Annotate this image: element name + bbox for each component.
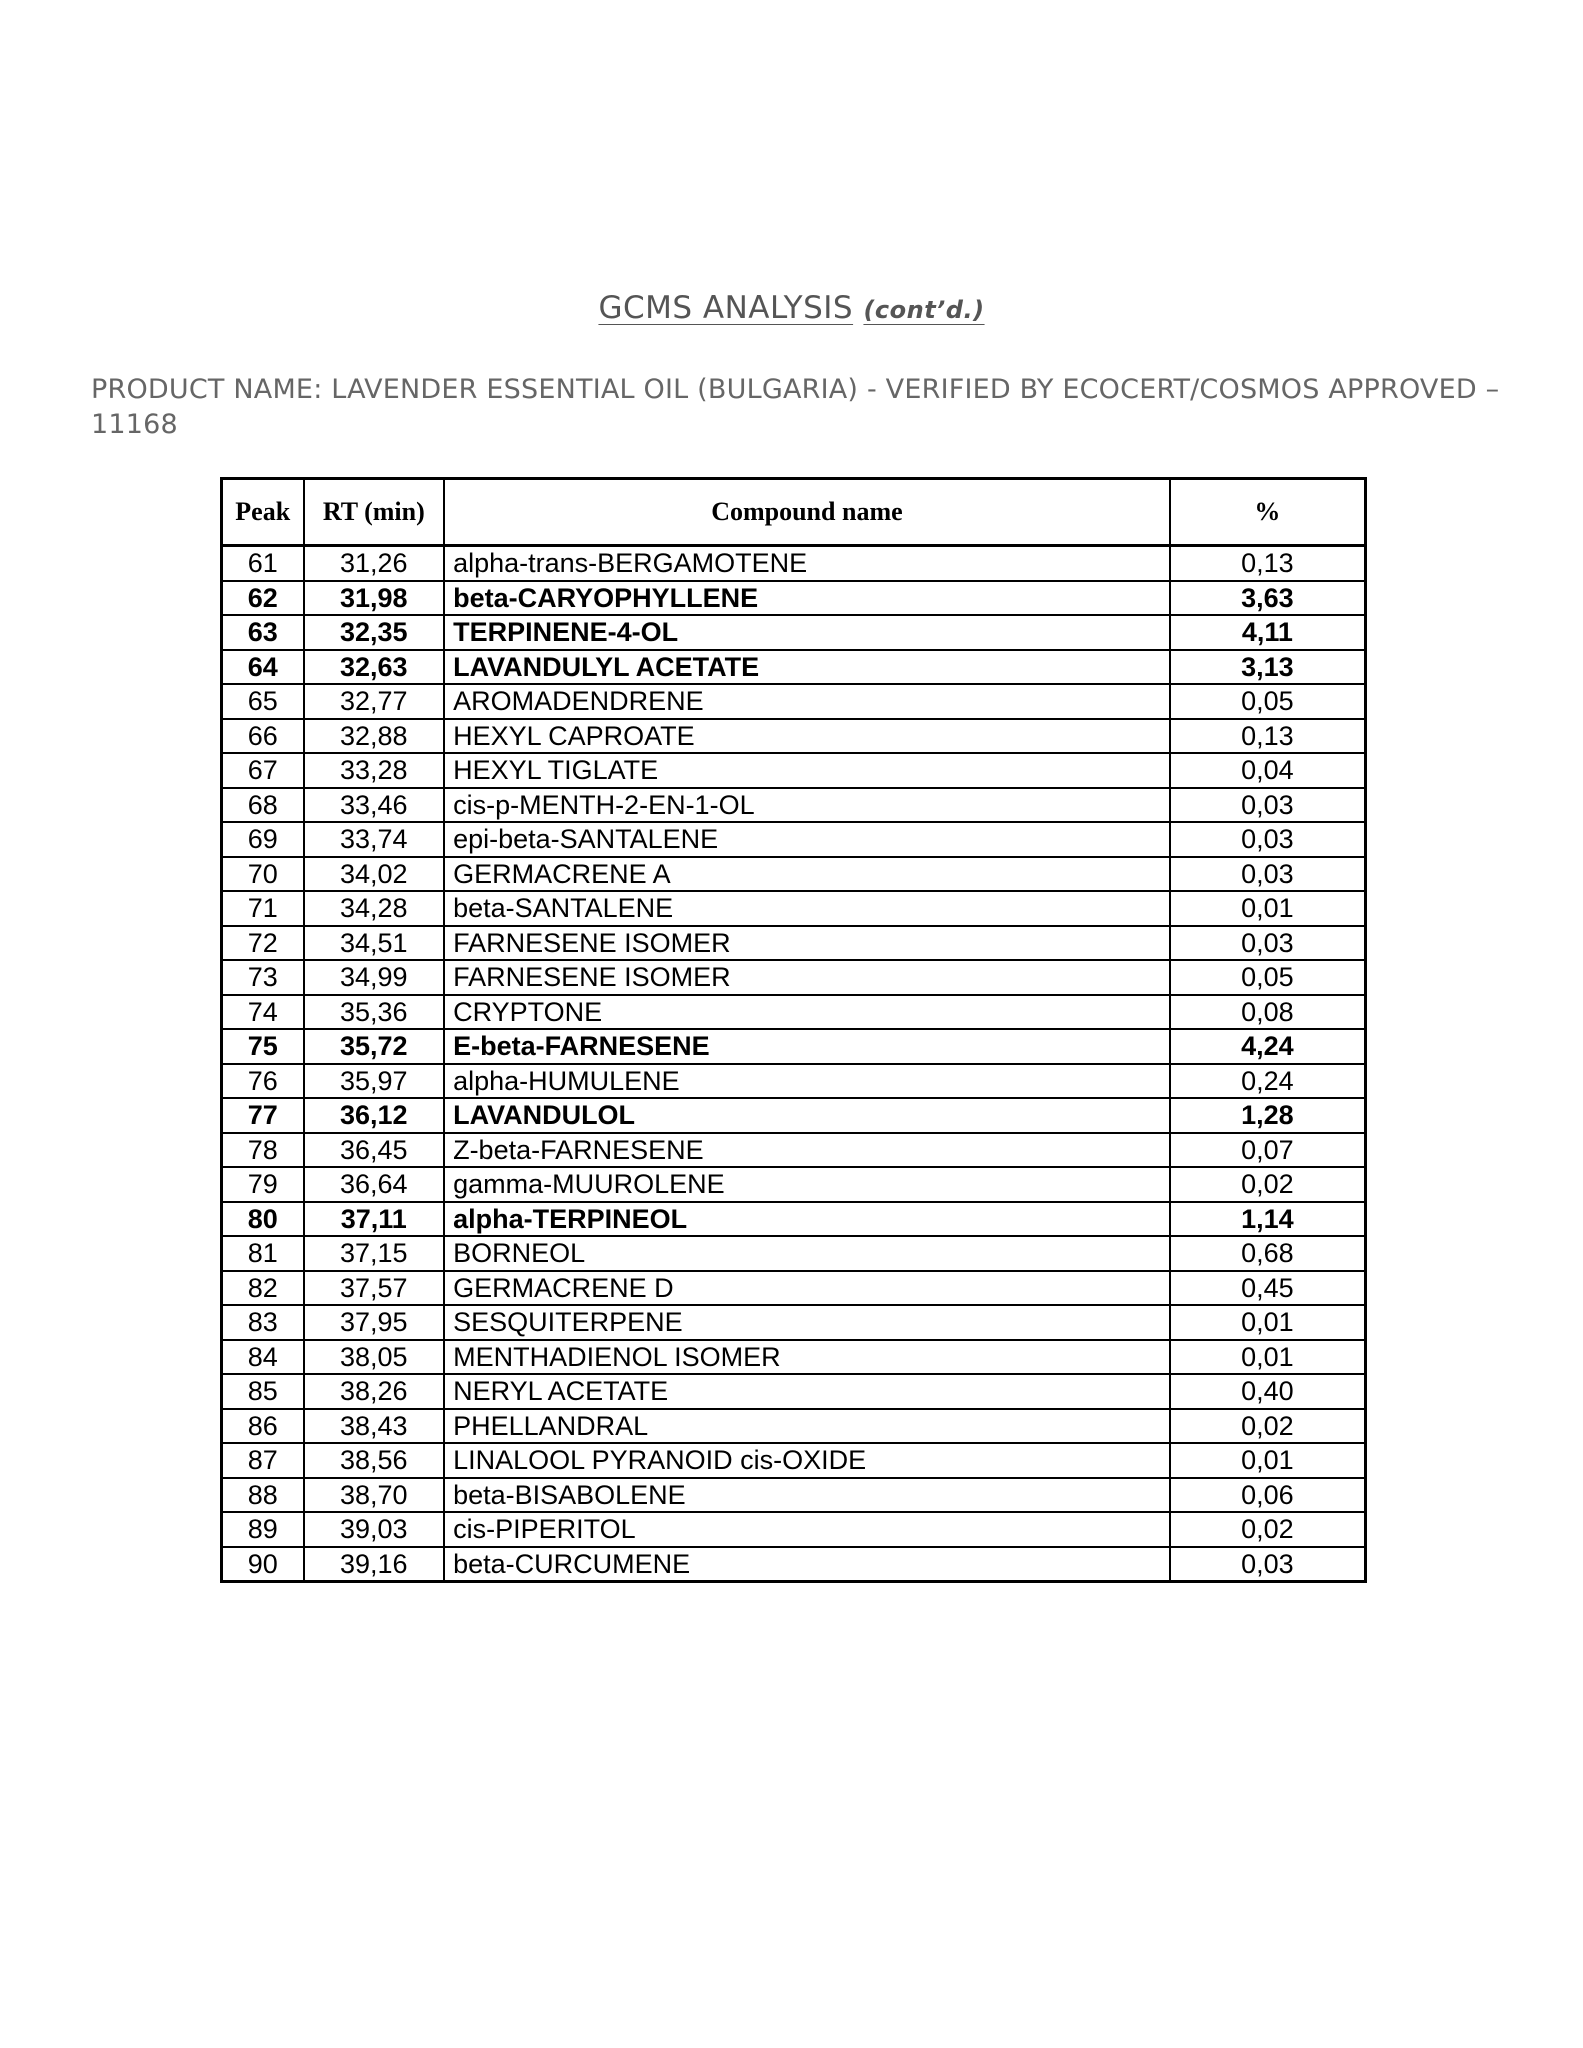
table-row (222, 1271, 1366, 1306)
cell-percent: 0,02 (1170, 1512, 1366, 1547)
cell-peak: 73 (222, 960, 304, 995)
cell-peak: 70 (222, 857, 304, 892)
cell-rt: 32,63 (304, 650, 445, 685)
table-row (222, 1064, 1366, 1099)
table-row (222, 1374, 1366, 1409)
cell-rt: 39,03 (304, 1512, 445, 1547)
cell-peak: 64 (222, 650, 304, 685)
cell-peak: 80 (222, 1202, 304, 1237)
cell-compound-name: beta-CURCUMENE (444, 1547, 1170, 1582)
cell-rt: 34,02 (304, 857, 445, 892)
cell-compound-name: E-beta-FARNESENE (444, 1029, 1170, 1064)
cell-compound-name: MENTHADIENOL ISOMER (444, 1340, 1170, 1375)
cell-rt: 38,70 (304, 1478, 445, 1513)
cell-peak: 81 (222, 1236, 304, 1271)
cell-compound-name: LAVANDULOL (444, 1098, 1170, 1133)
table-row (222, 615, 1366, 650)
cell-compound-name: LAVANDULYL ACETATE (444, 650, 1170, 685)
table-row (222, 1167, 1366, 1202)
cell-peak: 71 (222, 891, 304, 926)
cell-percent: 4,11 (1170, 615, 1366, 650)
cell-percent: 0,01 (1170, 1443, 1366, 1478)
cell-rt: 37,57 (304, 1271, 445, 1306)
cell-percent: 0,68 (1170, 1236, 1366, 1271)
header-percent: % (1170, 479, 1366, 546)
cell-compound-name: SESQUITERPENE (444, 1305, 1170, 1340)
table-row (222, 1409, 1366, 1444)
cell-peak: 63 (222, 615, 304, 650)
cell-rt: 34,51 (304, 926, 445, 961)
cell-compound-name: beta-CARYOPHYLLENE (444, 581, 1170, 616)
cell-compound-name: epi-beta-SANTALENE (444, 822, 1170, 857)
cell-peak: 76 (222, 1064, 304, 1099)
cell-peak: 84 (222, 1340, 304, 1375)
cell-rt: 38,43 (304, 1409, 445, 1444)
cell-rt: 37,95 (304, 1305, 445, 1340)
cell-peak: 82 (222, 1271, 304, 1306)
table-row (222, 1512, 1366, 1547)
cell-percent: 0,05 (1170, 960, 1366, 995)
cell-peak: 75 (222, 1029, 304, 1064)
cell-peak: 74 (222, 995, 304, 1030)
table-row (222, 1098, 1366, 1133)
cell-peak: 72 (222, 926, 304, 961)
product-name-line: PRODUCT NAME: LAVENDER ESSENTIAL OIL (BULGARIA) - VERIFIED BY ECOCERT/COSMOS APPROVED – 11168 (91, 374, 1500, 440)
cell-rt: 31,98 (304, 581, 445, 616)
cell-rt: 35,36 (304, 995, 445, 1030)
table-row (222, 926, 1366, 961)
cell-compound-name: FARNESENE ISOMER (444, 960, 1170, 995)
cell-compound-name: beta-SANTALENE (444, 891, 1170, 926)
table-body (222, 546, 1366, 1582)
cell-compound-name: BORNEOL (444, 1236, 1170, 1271)
cell-percent: 0,01 (1170, 1305, 1366, 1340)
cell-compound-name: AROMADENDRENE (444, 684, 1170, 719)
cell-rt: 36,12 (304, 1098, 445, 1133)
cell-peak: 69 (222, 822, 304, 857)
table-row (222, 1478, 1366, 1513)
header-peak: Peak (222, 479, 304, 546)
cell-percent: 0,01 (1170, 891, 1366, 926)
page-title (0, 290, 1583, 326)
cell-percent: 3,13 (1170, 650, 1366, 685)
cell-percent: 0,13 (1170, 546, 1366, 581)
cell-compound-name: TERPINENE-4-OL (444, 615, 1170, 650)
cell-rt: 37,15 (304, 1236, 445, 1271)
cell-rt: 35,72 (304, 1029, 445, 1064)
table-row (222, 1305, 1366, 1340)
cell-rt: 35,97 (304, 1064, 445, 1099)
cell-peak: 62 (222, 581, 304, 616)
cell-percent: 4,24 (1170, 1029, 1366, 1064)
cell-rt: 33,28 (304, 753, 445, 788)
cell-percent: 0,03 (1170, 857, 1366, 892)
cell-peak: 88 (222, 1478, 304, 1513)
table-row (222, 960, 1366, 995)
cell-percent: 0,03 (1170, 926, 1366, 961)
cell-peak: 61 (222, 546, 304, 581)
cell-compound-name: alpha-HUMULENE (444, 1064, 1170, 1099)
cell-compound-name: NERYL ACETATE (444, 1374, 1170, 1409)
table-row (222, 581, 1366, 616)
cell-percent: 0,45 (1170, 1271, 1366, 1306)
table-row (222, 995, 1366, 1030)
cell-rt: 37,11 (304, 1202, 445, 1237)
table-row (222, 546, 1366, 581)
cell-percent: 0,08 (1170, 995, 1366, 1030)
cell-peak: 67 (222, 753, 304, 788)
cell-rt: 36,45 (304, 1133, 445, 1168)
cell-rt: 33,46 (304, 788, 445, 823)
cell-rt: 31,26 (304, 546, 445, 581)
cell-compound-name: cis-p-MENTH-2-EN-1-OL (444, 788, 1170, 823)
table-row (222, 719, 1366, 754)
cell-percent: 1,14 (1170, 1202, 1366, 1237)
cell-compound-name: cis-PIPERITOL (444, 1512, 1170, 1547)
cell-percent: 3,63 (1170, 581, 1366, 616)
cell-compound-name: alpha-TERPINEOL (444, 1202, 1170, 1237)
cell-percent: 0,02 (1170, 1409, 1366, 1444)
cell-compound-name: Z-beta-FARNESENE (444, 1133, 1170, 1168)
table-row (222, 684, 1366, 719)
table-row (222, 1340, 1366, 1375)
cell-percent: 0,24 (1170, 1064, 1366, 1099)
cell-compound-name: PHELLANDRAL (444, 1409, 1170, 1444)
cell-compound-name: alpha-trans-BERGAMOTENE (444, 546, 1170, 581)
header-rt: RT (min) (304, 479, 445, 546)
cell-percent: 0,07 (1170, 1133, 1366, 1168)
cell-rt: 32,77 (304, 684, 445, 719)
cell-peak: 87 (222, 1443, 304, 1478)
table-row (222, 788, 1366, 823)
cell-compound-name: GERMACRENE A (444, 857, 1170, 892)
cell-percent: 0,02 (1170, 1167, 1366, 1202)
title-main: GCMS ANALYSIS (598, 290, 854, 326)
cell-percent: 0,03 (1170, 788, 1366, 823)
cell-percent: 0,01 (1170, 1340, 1366, 1375)
cell-compound-name: HEXYL CAPROATE (444, 719, 1170, 754)
table-header-row (222, 479, 1366, 546)
cell-peak: 77 (222, 1098, 304, 1133)
cell-rt: 33,74 (304, 822, 445, 857)
cell-peak: 79 (222, 1167, 304, 1202)
table-row (222, 1236, 1366, 1271)
cell-rt: 34,28 (304, 891, 445, 926)
cell-percent: 0,03 (1170, 822, 1366, 857)
table-row (222, 753, 1366, 788)
cell-peak: 85 (222, 1374, 304, 1409)
table-row (222, 650, 1366, 685)
table-row (222, 891, 1366, 926)
cell-compound-name: HEXYL TIGLATE (444, 753, 1170, 788)
table-row (222, 1202, 1366, 1237)
cell-rt: 39,16 (304, 1547, 445, 1582)
cell-compound-name: LINALOOL PYRANOID cis-OXIDE (444, 1443, 1170, 1478)
cell-percent: 0,40 (1170, 1374, 1366, 1409)
cell-compound-name: beta-BISABOLENE (444, 1478, 1170, 1513)
table-row (222, 1547, 1366, 1582)
cell-rt: 38,56 (304, 1443, 445, 1478)
cell-peak: 65 (222, 684, 304, 719)
cell-percent: 0,04 (1170, 753, 1366, 788)
title-continued: (cont’d.) (863, 296, 985, 324)
cell-rt: 38,05 (304, 1340, 445, 1375)
cell-compound-name: CRYPTONE (444, 995, 1170, 1030)
cell-peak: 78 (222, 1133, 304, 1168)
gcms-table (220, 477, 1367, 1583)
table-row (222, 1443, 1366, 1478)
cell-compound-name: gamma-MUUROLENE (444, 1167, 1170, 1202)
cell-rt: 32,35 (304, 615, 445, 650)
cell-peak: 86 (222, 1409, 304, 1444)
cell-compound-name: GERMACRENE D (444, 1271, 1170, 1306)
cell-peak: 66 (222, 719, 304, 754)
cell-rt: 32,88 (304, 719, 445, 754)
gcms-table-container (220, 477, 1367, 1583)
cell-rt: 34,99 (304, 960, 445, 995)
cell-percent: 0,03 (1170, 1547, 1366, 1582)
table-row (222, 857, 1366, 892)
cell-peak: 68 (222, 788, 304, 823)
cell-percent: 0,13 (1170, 719, 1366, 754)
header-compound-name: Compound name (444, 479, 1170, 546)
table-row (222, 822, 1366, 857)
cell-percent: 1,28 (1170, 1098, 1366, 1133)
cell-compound-name: FARNESENE ISOMER (444, 926, 1170, 961)
cell-peak: 89 (222, 1512, 304, 1547)
table-row (222, 1133, 1366, 1168)
table-row (222, 1029, 1366, 1064)
cell-percent: 0,05 (1170, 684, 1366, 719)
cell-peak: 90 (222, 1547, 304, 1582)
cell-rt: 38,26 (304, 1374, 445, 1409)
cell-rt: 36,64 (304, 1167, 445, 1202)
cell-percent: 0,06 (1170, 1478, 1366, 1513)
cell-peak: 83 (222, 1305, 304, 1340)
